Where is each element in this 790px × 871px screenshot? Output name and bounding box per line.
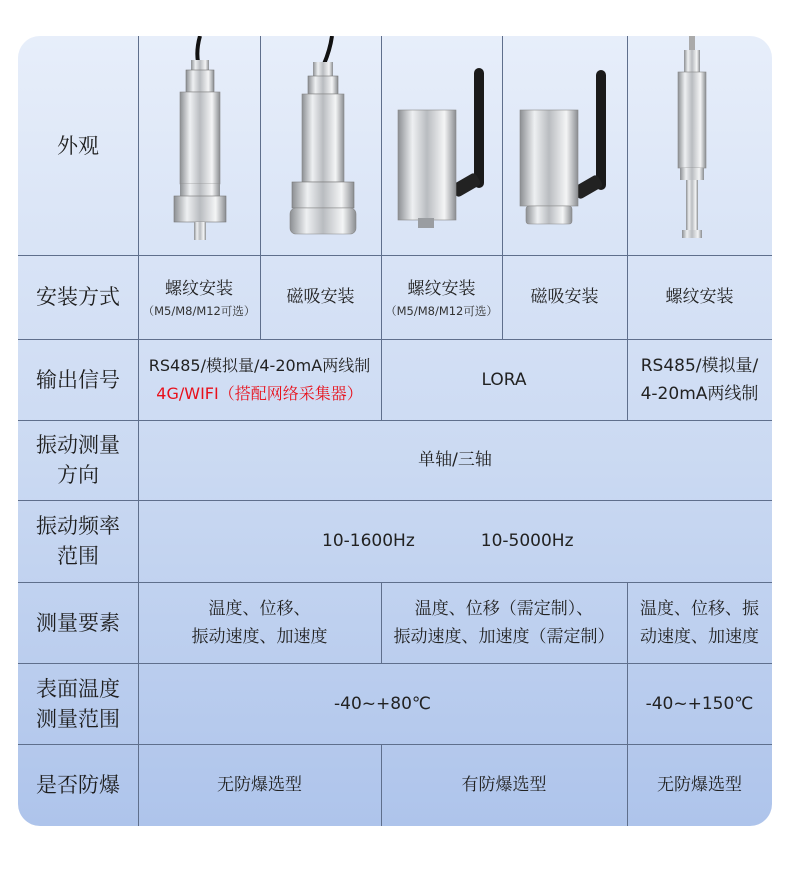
install-cell-magnetic <box>502 255 627 339</box>
label-line: 表面温度 <box>36 676 120 701</box>
row-label-appearance: 外观 <box>57 133 99 158</box>
explosion-lora: 有防爆选型 <box>461 775 547 795</box>
lora-magnetic-sensor-image <box>514 66 622 236</box>
magnetic-sensor-image <box>280 36 364 248</box>
install-method: 螺纹安装 <box>407 279 476 299</box>
explosion-wired: 无防爆选型 <box>217 775 302 795</box>
install-method: 螺纹安装 <box>665 287 734 307</box>
elements-line: 温度、位移（需定制）、 <box>414 598 594 619</box>
row-label-explosion: 是否防爆 <box>36 773 120 797</box>
elements-cell-lora <box>381 582 627 663</box>
surface-temp-high: -40~+150℃ <box>645 693 754 714</box>
row-label-frequency <box>18 500 138 582</box>
threaded-sensor-image <box>158 36 242 248</box>
label-line: 范围 <box>57 544 99 568</box>
high-temp-sensor-image <box>670 36 714 248</box>
frequency-range-extended: 10-5000Hz <box>480 531 574 551</box>
output-cell-wired <box>138 339 381 420</box>
elements-cell-hightemp <box>627 582 772 663</box>
install-method: 螺纹安装 <box>165 279 233 299</box>
install-cell-threaded <box>627 255 772 339</box>
row-label-output: 输出信号 <box>36 367 120 392</box>
elements-line: 振动速度、加速度（需定制） <box>393 626 615 647</box>
explosion-hightemp: 无防爆选型 <box>657 775 742 795</box>
row-label-direction <box>18 420 138 500</box>
install-cell-magnetic <box>260 255 381 339</box>
row-label-surface-temp <box>18 663 138 744</box>
install-method: 磁吸安装 <box>530 287 599 307</box>
row-label-elements: 测量要素 <box>36 610 120 635</box>
lora-threaded-sensor-image <box>390 60 498 230</box>
install-thread-options: （M5/M8/M12可选） <box>142 304 256 318</box>
output-signal-line: RS485/模拟量/ <box>640 355 759 376</box>
label-line: 方向 <box>57 463 99 487</box>
row-label-install: 安装方式 <box>36 285 120 309</box>
output-network-option: 4G/WIFI（搭配网络采集器） <box>156 383 363 403</box>
surface-temp-standard: -40~+80℃ <box>334 693 431 714</box>
elements-line: 动速度、加速度 <box>640 626 759 647</box>
install-method: 磁吸安装 <box>286 287 355 307</box>
output-wired-signal: RS485/模拟量/4-20mA两线制 <box>148 355 371 375</box>
output-cell-wired-hightemp <box>627 339 772 420</box>
direction-value: 单轴/三轴 <box>418 450 492 470</box>
label-line: 测量范围 <box>36 706 120 731</box>
elements-line: 温度、位移、振 <box>640 598 759 619</box>
label-line: 振动测量 <box>36 433 120 457</box>
elements-cell-wired <box>138 582 381 663</box>
elements-line: 温度、位移、 <box>208 598 311 619</box>
elements-line: 振动速度、加速度 <box>191 626 328 647</box>
label-line: 振动频率 <box>36 514 120 538</box>
frequency-range-standard: 10-1600Hz <box>322 531 415 551</box>
install-thread-options: （M5/M8/M12可选） <box>385 304 498 318</box>
output-cell-lora: LORA <box>481 369 527 390</box>
output-signal-line: 4-20mA两线制 <box>640 383 759 404</box>
install-cell-threaded <box>381 255 502 339</box>
frequency-values <box>138 500 772 582</box>
install-cell-threaded <box>138 255 260 339</box>
spec-table <box>18 36 772 826</box>
